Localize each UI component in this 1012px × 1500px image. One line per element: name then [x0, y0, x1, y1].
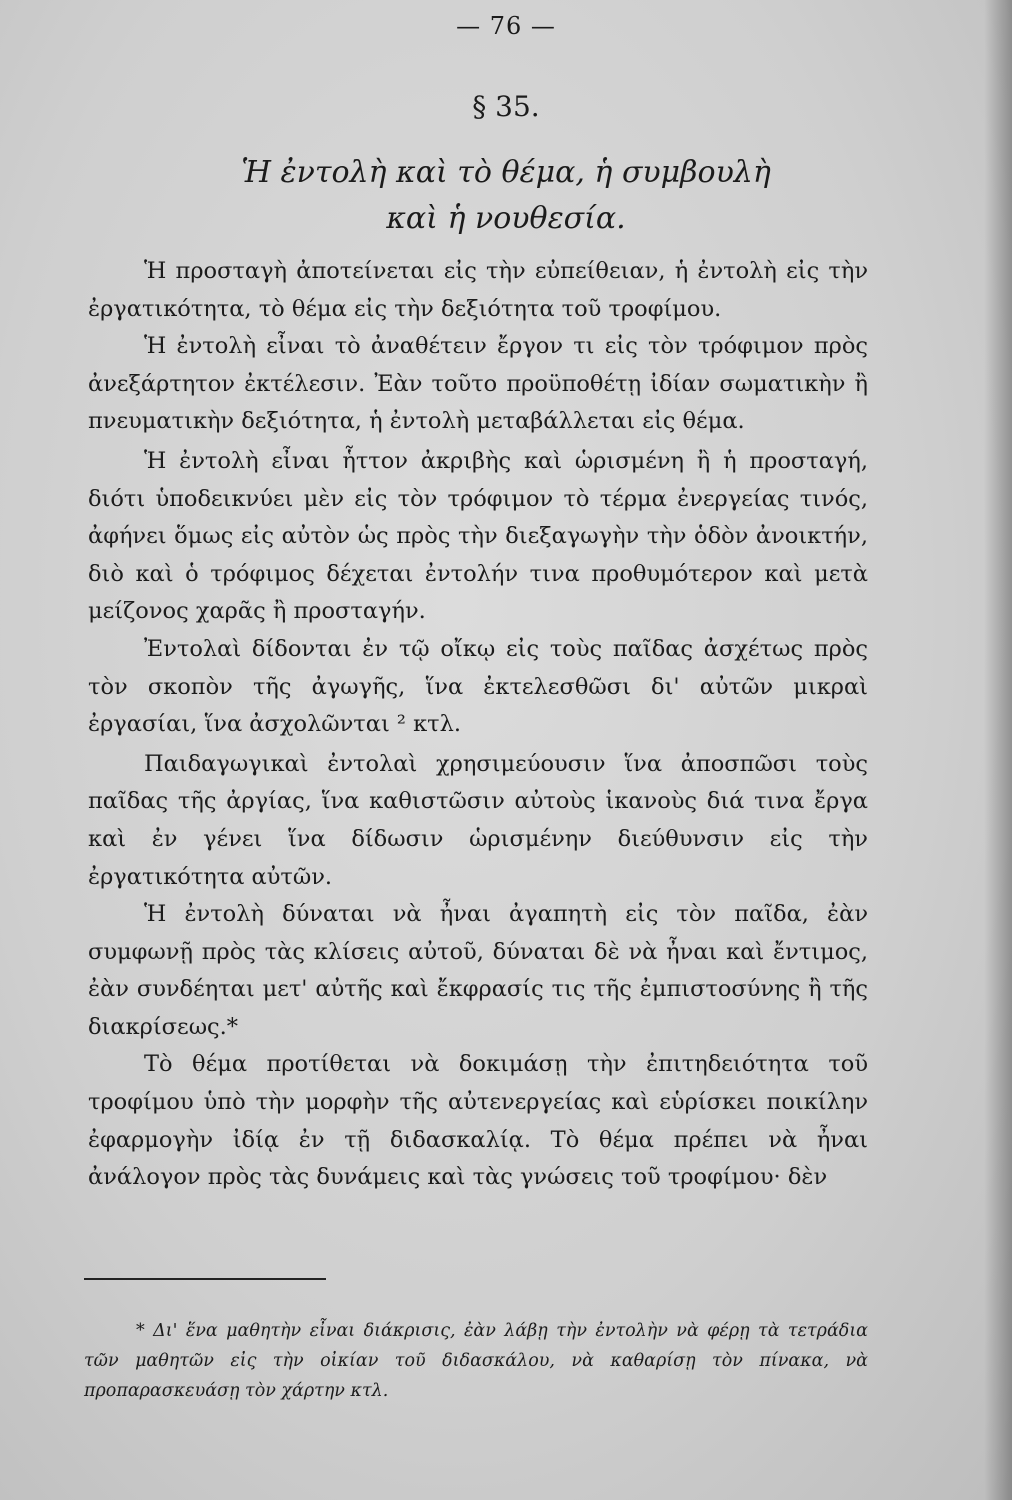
body-text [88, 253, 868, 1197]
paragraph: Ἡ ἐντολὴ εἶναι τὸ ἀναθέτειν ἔργον τι εἰς τὸν τρόφιμον πρὸς ἀνεξάρτητον ἐκτέλεσιν. Ἐὰν τοῦτο προϋποθέτῃ ἰδίαν σωματικὴν ἢ πνευματικὴν δεξιότητα, ἡ ἐντολὴ μεταβάλλεται εἰς θέμα. [88, 333, 868, 435]
footnote: * Δι' ἕνα μαθητὴν εἶναι διάκρισις, ἐὰν λάβῃ τὴν ἐντολὴν νὰ φέρῃ τὰ τετράδια τῶν μαθητῶν εἰς τὴν οἰκίαν τοῦ διδασκάλου, νὰ καθαρίσῃ τὸν πίνακα, νὰ προπαρασκευάσῃ τὸν χάρτην κτλ. [84, 1321, 868, 1401]
section-title-line-2: καὶ ἡ νουθεσία. [386, 201, 626, 236]
section-title-line-1: Ἡ ἐντολὴ καὶ τὸ θέμα, ἡ συμβουλὴ [241, 155, 771, 190]
footnotes [84, 1316, 868, 1406]
section-title [0, 150, 1012, 242]
paragraph: Παιδαγωγικαὶ ἐντολαὶ χρησιμεύουσιν ἵνα ἀποσπῶσι τοὺς παῖδας τῆς ἀργίας, ἵνα καθιστῶσιν αὐτοὺς ἱκανοὺς διά τινα ἔργα καὶ ἐν γένει ἵνα δίδωσιν ὡρισμένην διεύθυνσιν εἰς τὴν ἐργατικότητα αὐτῶν. [88, 750, 868, 890]
page-number: — 76 — [456, 12, 556, 40]
paragraph: Ἡ προσταγὴ ἀποτείνεται εἰς τὴν εὐπείθειαν, ἡ ἐντολὴ εἰς τὴν ἐργατικότητα, τὸ θέμα εἰς τὴν δεξιότητα τοῦ τροφίμου. [88, 258, 868, 322]
paragraph: Τὸ θέμα προτίθεται νὰ δοκιμάσῃ τὴν ἐπιτηδειότητα τοῦ τροφίμου ὑπὸ τὴν μορφὴν τῆς αὐτενεργείας καὶ εὑρίσκει ποικίλην ἐφαρμογὴν ἰδίᾳ ἐν τῇ διδασκαλίᾳ. Τὸ θέμα πρέπει νὰ ἦναι ἀνάλογον πρὸς τὰς δυνάμεις καὶ τὰς γνώσεις τοῦ τροφίμου· δὲν [88, 1051, 868, 1191]
paragraph: Ἡ ἐντολὴ εἶναι ἧττον ἀκριβὴς καὶ ὡρισμένη ἢ ἡ προσταγή, διότι ὑποδεικνύει μὲν εἰς τὸν τρόφιμον τὸ τέρμα ἐνεργείας τινός, ἀφήνει ὅμως εἰς αὐτὸν ὡς πρὸς τὴν διεξαγωγὴν τὴν ὁδὸν ἀνοικτήν, διὸ καὶ ὁ τρόφιμος δέχεται ἐντολήν τινα προθυμότερον καὶ μετὰ μείζονος χαρᾶς ἢ προσταγήν. [88, 447, 868, 625]
paragraph: Ἡ ἐντολὴ δύναται νὰ ἦναι ἀγαπητὴ εἰς τὸν παῖδα, ἐὰν συμφωνῇ πρὸς τὰς κλίσεις αὐτοῦ, δύναται δὲ νὰ ἦναι καὶ ἔντιμος, ἐὰν συνδέηται μετ' αὐτῆς καὶ ἔκφρασίς τις τῆς ἐμπιστοσύνης ἢ τῆς διακρίσεως.* [88, 901, 868, 1040]
section-number: § 35. [472, 90, 540, 123]
paragraph: Ἐντολαὶ δίδονται ἐν τῷ οἴκῳ εἰς τοὺς παῖδας ἀσχέτως πρὸς τὸν σκοπὸν τῆς ἀγωγῆς, ἵνα ἐκτελεσθῶσι δι' αὐτῶν μικραὶ ἐργασίαι, ἵνα ἀσχολῶνται ² κτλ. [88, 635, 868, 738]
footnote-divider [84, 1278, 326, 1280]
